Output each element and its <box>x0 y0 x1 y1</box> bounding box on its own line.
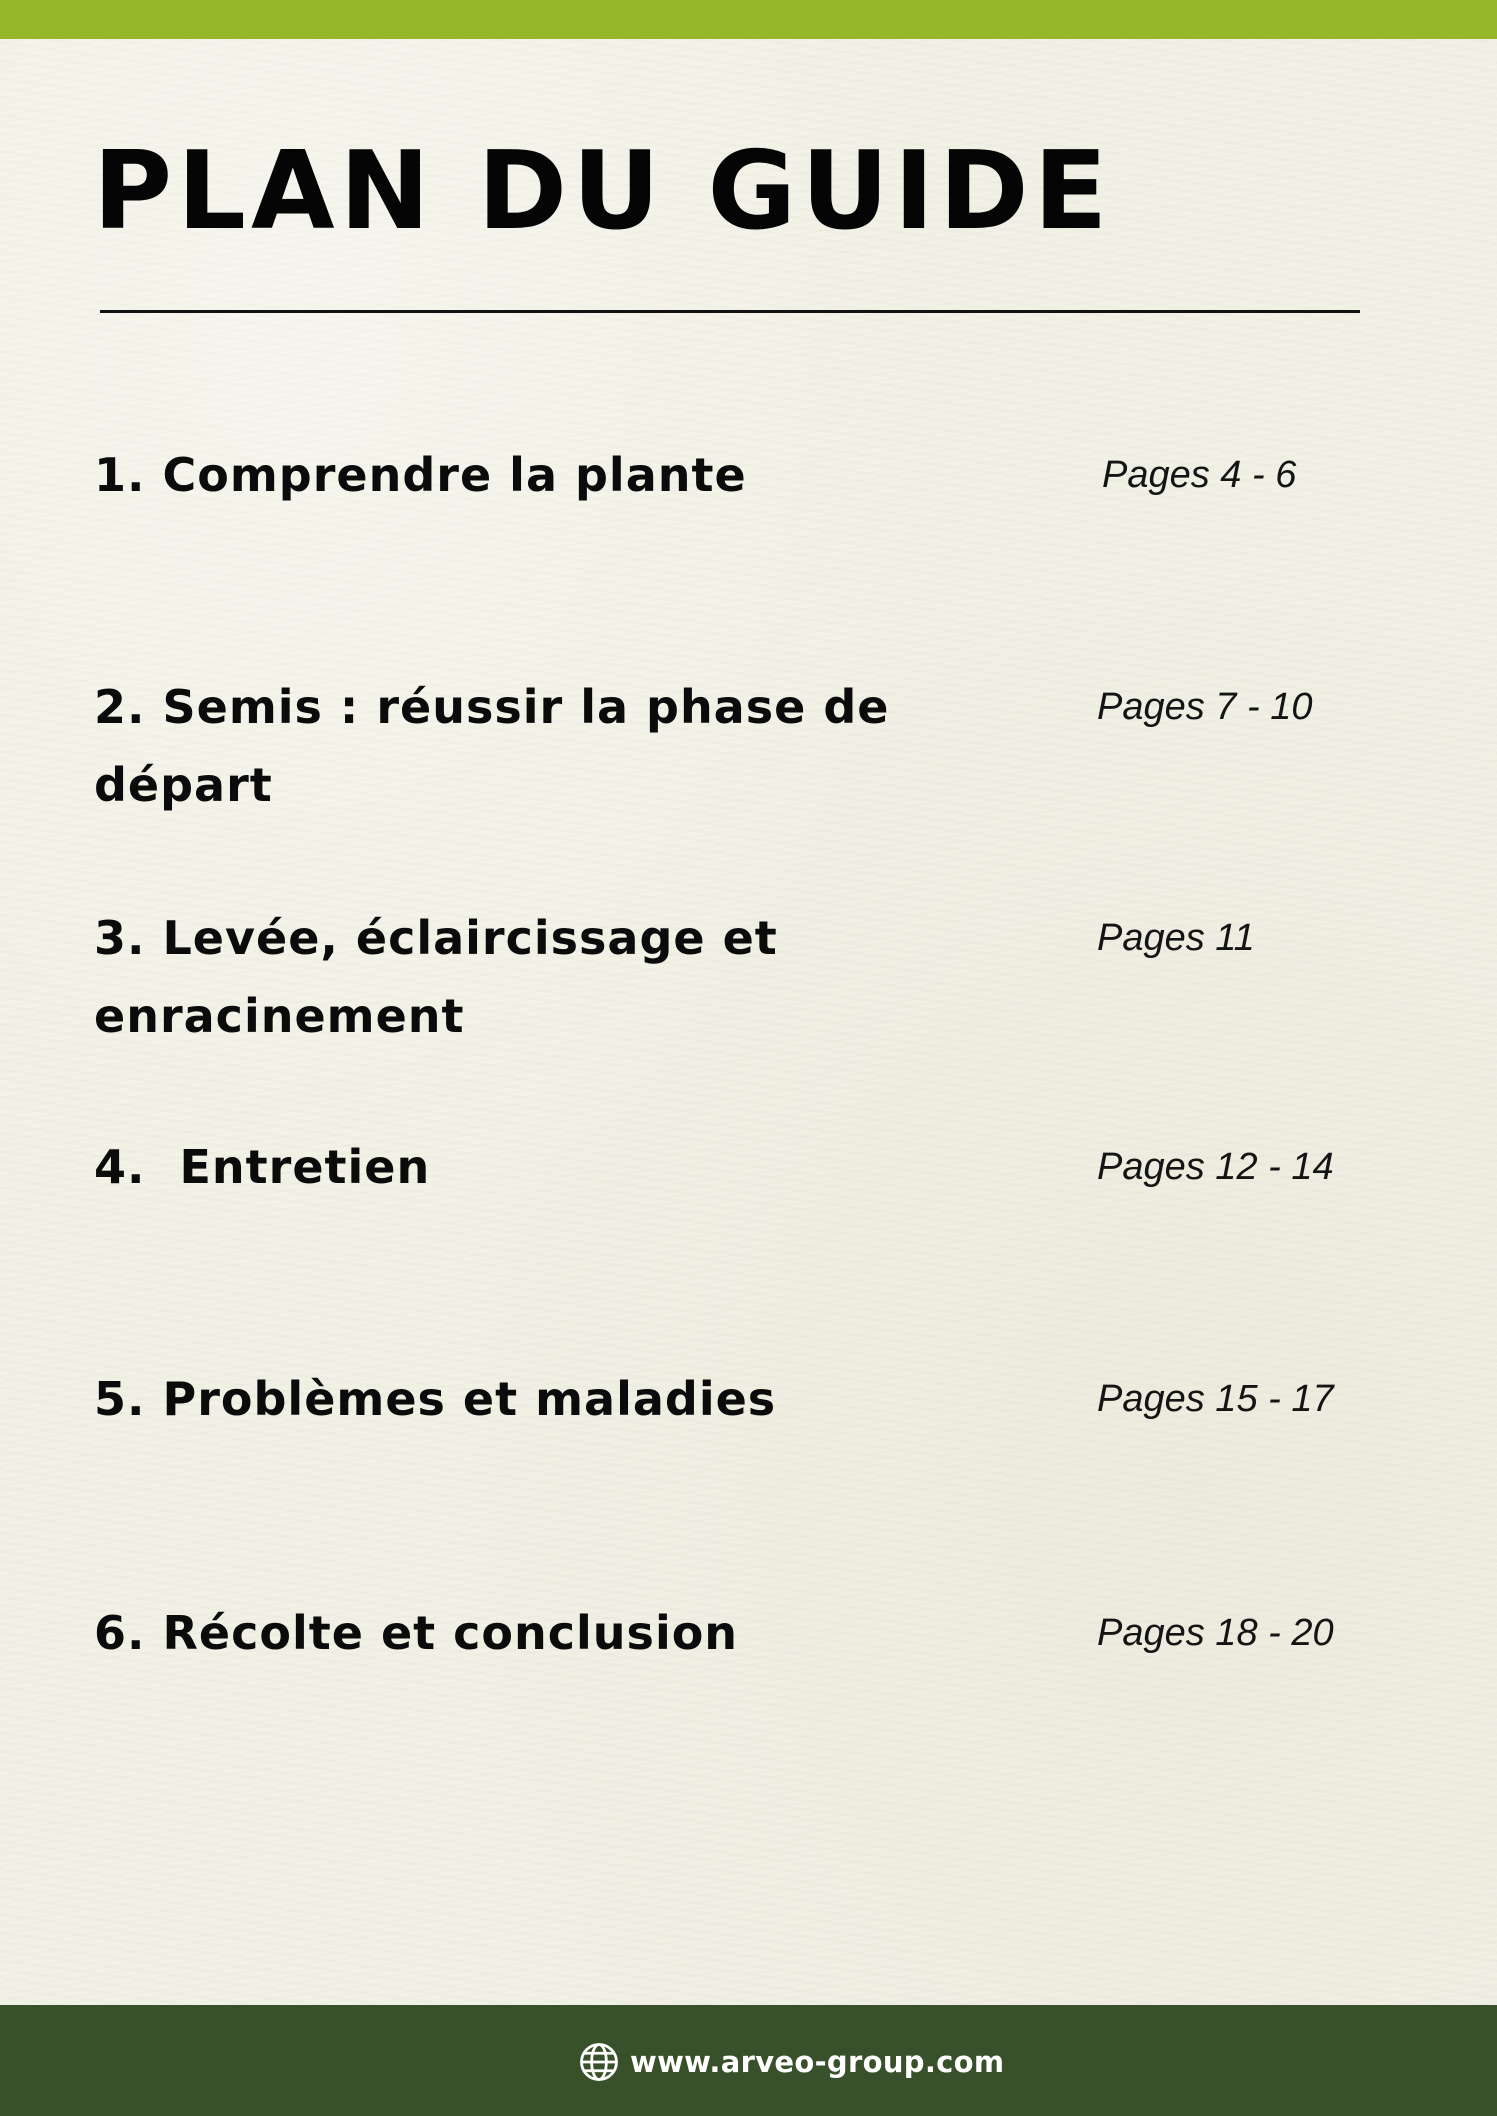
toc-entry-label: 5. Problèmes et maladies <box>94 1372 777 1426</box>
toc-entry-pages: Pages 11 <box>1097 917 1255 959</box>
title-divider <box>100 310 1360 313</box>
website-link[interactable] <box>578 2040 1004 2084</box>
toc-entry-pages: Pages 15 - 17 <box>1097 1378 1334 1420</box>
top-accent-bar <box>0 0 1497 39</box>
toc-entry-label: 4. Entretien <box>94 1140 431 1194</box>
footer-bar <box>0 2005 1497 2116</box>
toc-entry-pages: Pages 7 - 10 <box>1097 686 1313 728</box>
toc-entry-pages: Pages 12 - 14 <box>1097 1146 1334 1188</box>
toc-entry-label: 1. Comprendre la plante <box>94 448 747 502</box>
page-title: PLAN DU GUIDE <box>93 129 1113 254</box>
toc-entry-label: 3. Levée, éclaircissage et enracinement <box>94 911 778 1043</box>
toc-entry-pages: Pages 4 - 6 <box>1102 454 1297 496</box>
toc-entry-label: 2. Semis : réussir la phase de départ <box>94 680 890 812</box>
toc-entry-label: 6. Récolte et conclusion <box>94 1606 739 1660</box>
website-url: www.arveo-group.com <box>630 2045 1005 2079</box>
toc-entry-pages: Pages 18 - 20 <box>1097 1612 1334 1654</box>
globe-icon <box>578 2041 620 2083</box>
